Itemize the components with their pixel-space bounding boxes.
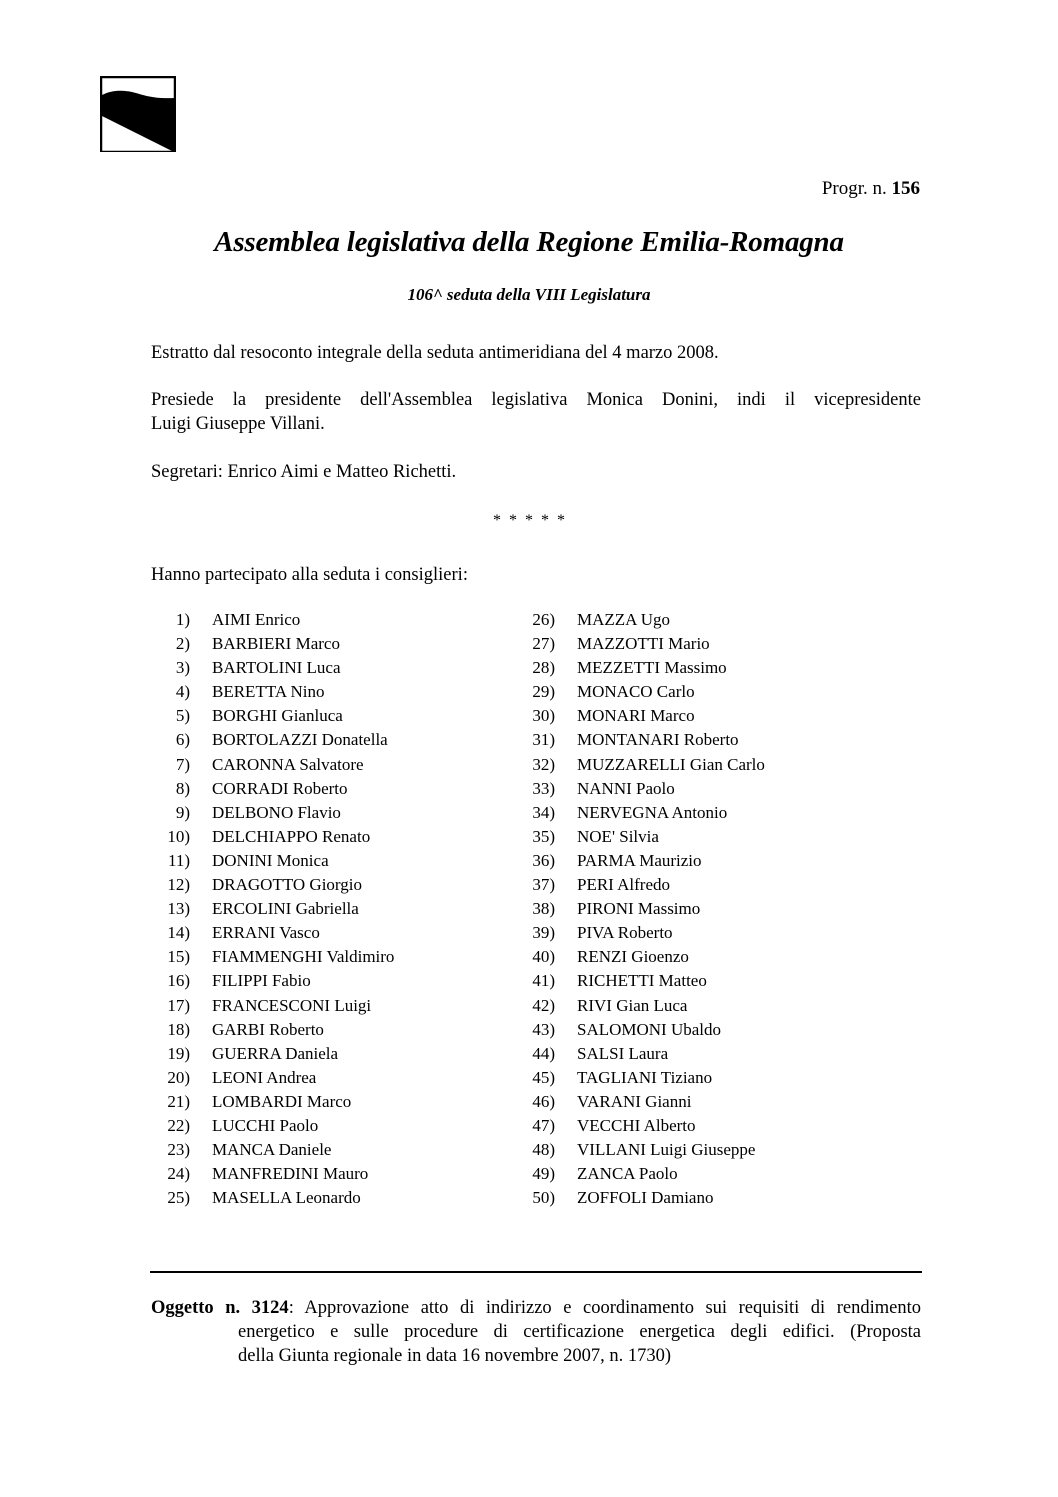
presiding-line-2: Luigi Giuseppe Villani. [151, 414, 325, 434]
participant-number: 44) [532, 1043, 555, 1063]
participant-row [515, 969, 765, 993]
participant-row [150, 1162, 394, 1186]
participant-number: 1) [175, 610, 190, 629]
participant-name: AIMI Enrico [212, 610, 301, 629]
participant-number: 20) [167, 1067, 190, 1087]
participant-number: 49) [532, 1164, 555, 1184]
participant-number: 6) [175, 730, 190, 750]
participant-name: MONACO Carlo [577, 682, 695, 702]
participant-name: GARBI Roberto [212, 1019, 324, 1039]
participant-number: 12) [167, 875, 190, 895]
participant-row [515, 873, 765, 897]
progr-label: Progr. n. [821, 178, 887, 199]
participant-number: 19) [167, 1043, 190, 1063]
participant-name: VILLANI Luigi Giuseppe [577, 1140, 756, 1160]
participant-name: ERRANI Vasco [212, 923, 320, 943]
participant-name: MASELLA Leonardo [212, 1188, 361, 1208]
progressive-number [822, 178, 920, 200]
participant-row [150, 704, 394, 728]
participant-name: PERI Alfredo [577, 875, 671, 895]
participant-number: 50) [532, 1188, 555, 1208]
participant-number: 22) [167, 1115, 190, 1135]
participant-name: GUERRA Daniela [212, 1043, 339, 1063]
participant-number: 15) [167, 947, 190, 967]
participant-name: PARMA Maurizio [577, 850, 702, 870]
participant-number: 7) [175, 754, 190, 774]
participant-name: MONARI Marco [577, 706, 695, 726]
participant-row [150, 1114, 394, 1138]
participant-number: 16) [167, 971, 190, 991]
participant-number: 3) [175, 658, 190, 678]
participant-row [515, 825, 765, 849]
participant-row [150, 753, 394, 777]
presiding-paragraph [151, 388, 921, 436]
participant-row [515, 1114, 765, 1138]
participant-row [515, 777, 765, 801]
participant-number: 28) [532, 658, 555, 678]
participant-number: 2) [175, 634, 190, 654]
participants-heading: Hanno partecipato alla seduta i consiglieri: [151, 565, 468, 585]
participant-name: RENZI Gioenzo [577, 947, 689, 967]
participant-row [150, 632, 394, 656]
participant-name: BORTOLAZZI Donatella [212, 730, 388, 750]
participant-number: 13) [167, 899, 190, 919]
participant-name: NANNI Paolo [577, 778, 675, 798]
participant-row [150, 1090, 394, 1114]
participant-name: FILIPPI Fabio [212, 971, 311, 991]
section-separator: * * * * * [493, 512, 565, 529]
participants-list-right [515, 608, 765, 1210]
participant-name: BARBIERI Marco [212, 634, 340, 654]
participant-name: MAZZOTTI Mario [577, 634, 710, 654]
presiding-line-1: Presiede la presidente dell'Assemblea legislativa Monica Donini, indi il vicepresidente [151, 390, 921, 410]
participant-number: 27) [532, 634, 555, 654]
participant-row [515, 632, 765, 656]
participant-number: 8) [175, 778, 190, 798]
participant-row [150, 897, 394, 921]
participant-name: SALSI Laura [577, 1043, 669, 1063]
participant-row [515, 801, 765, 825]
participant-number: 5) [175, 706, 190, 726]
participant-row [515, 753, 765, 777]
participant-name: MONTANARI Roberto [577, 730, 739, 750]
subject-continuation [238, 1320, 921, 1368]
participant-name: BERETTA Nino [212, 682, 325, 702]
participant-row [150, 656, 394, 680]
subject-label: Oggetto n. 3124 [151, 1298, 289, 1318]
participant-row [515, 728, 765, 752]
participant-name: DRAGOTTO Giorgio [212, 875, 363, 895]
participant-row [515, 1066, 765, 1090]
participant-name: PIVA Roberto [577, 923, 673, 943]
participant-name: NERVEGNA Antonio [577, 802, 728, 822]
participant-name: TAGLIANI Tiziano [577, 1067, 713, 1087]
participant-name: NOE' Silvia [577, 826, 659, 846]
participant-name: FRANCESCONI Luigi [212, 995, 372, 1015]
participant-row [150, 1018, 394, 1042]
participant-name: ERCOLINI Gabriella [212, 899, 359, 919]
participant-number: 47) [532, 1115, 555, 1135]
participant-row [150, 1066, 394, 1090]
participant-number: 32) [532, 754, 555, 774]
participant-number: 31) [532, 730, 555, 750]
participant-number: 48) [532, 1140, 555, 1160]
participant-number: 43) [532, 1019, 555, 1039]
participant-name: RIVI Gian Luca [577, 995, 688, 1015]
subject-line-2: energetico e sulle procedure di certificazione energetica degli edifici. (Proposta [238, 1322, 921, 1342]
participant-row [515, 1090, 765, 1114]
participant-number: 45) [532, 1067, 555, 1087]
subject-line-1 [151, 1296, 921, 1320]
participant-number: 30) [532, 706, 555, 726]
participant-row [150, 1042, 394, 1066]
participant-name: BARTOLINI Luca [212, 658, 341, 678]
participant-number: 36) [532, 850, 555, 870]
participant-number: 25) [167, 1188, 190, 1208]
participant-number: 35) [532, 826, 555, 846]
participant-name: MANFREDINI Mauro [212, 1164, 369, 1184]
participant-name: VECCHI Alberto [577, 1115, 696, 1135]
participant-name: BORGHI Gianluca [212, 706, 343, 726]
extract-paragraph: Estratto dal resoconto integrale della seduta antimeridiana del 4 marzo 2008. [151, 343, 719, 363]
participant-name: VARANI Gianni [577, 1091, 692, 1111]
participant-name: LOMBARDI Marco [212, 1091, 352, 1111]
participant-row [515, 680, 765, 704]
participant-name: MEZZETTI Massimo [577, 658, 727, 678]
participant-row [515, 945, 765, 969]
participant-number: 41) [532, 971, 555, 991]
participant-row [150, 921, 394, 945]
participant-name: LUCCHI Paolo [212, 1115, 319, 1135]
region-logo-icon [100, 76, 176, 152]
participant-number: 33) [532, 778, 555, 798]
session-subtitle: 106^ seduta della VIII Legislatura [407, 285, 651, 304]
progr-number: 156 [891, 178, 920, 199]
participant-number: 24) [167, 1164, 190, 1184]
participant-number: 38) [532, 899, 555, 919]
participant-row [150, 608, 394, 632]
participant-number: 18) [167, 1019, 190, 1039]
participant-row [515, 921, 765, 945]
participant-row [150, 801, 394, 825]
participant-row [150, 1138, 394, 1162]
participant-number: 46) [532, 1091, 555, 1111]
subject-block [151, 1296, 921, 1368]
participant-row [515, 1042, 765, 1066]
participant-name: RICHETTI Matteo [577, 971, 707, 991]
participant-name: LEONI Andrea [212, 1067, 317, 1087]
participant-number: 29) [532, 682, 555, 702]
participant-row [515, 608, 765, 632]
participants-list-left [150, 608, 394, 1210]
participant-row [515, 1162, 765, 1186]
horizontal-rule [150, 1271, 922, 1273]
participant-name: MUZZARELLI Gian Carlo [577, 754, 765, 774]
participant-row [150, 945, 394, 969]
participant-row [150, 825, 394, 849]
participant-name: ZANCA Paolo [577, 1164, 678, 1184]
participant-row [515, 994, 765, 1018]
participant-name: PIRONI Massimo [577, 899, 701, 919]
participant-number: 9) [175, 802, 190, 822]
participant-row [515, 656, 765, 680]
participant-name: MANCA Daniele [212, 1140, 332, 1160]
participant-number: 17) [167, 995, 190, 1015]
participant-name: CORRADI Roberto [212, 778, 348, 798]
participant-row [150, 680, 394, 704]
participant-row [515, 1138, 765, 1162]
participant-row [515, 1186, 765, 1210]
participant-name: DELBONO Flavio [212, 802, 341, 822]
participant-row [515, 897, 765, 921]
participant-row [515, 1018, 765, 1042]
participant-name: CARONNA Salvatore [212, 754, 364, 774]
participant-number: 4) [175, 682, 190, 702]
participant-number: 42) [532, 995, 555, 1015]
participant-number: 40) [532, 947, 555, 967]
participant-name: DONINI Monica [212, 850, 329, 870]
participant-number: 37) [532, 875, 555, 895]
participant-name: SALOMONI Ubaldo [577, 1019, 722, 1039]
participant-row [150, 873, 394, 897]
participant-number: 26) [532, 610, 555, 629]
participant-row [150, 777, 394, 801]
participant-row [150, 969, 394, 993]
participant-row [150, 728, 394, 752]
participant-number: 39) [532, 923, 555, 943]
participant-number: 34) [532, 802, 555, 822]
participant-name: DELCHIAPPO Renato [212, 826, 371, 846]
participant-row [515, 849, 765, 873]
participant-name: MAZZA Ugo [577, 610, 671, 629]
participant-number: 14) [167, 923, 190, 943]
participant-row [150, 1186, 394, 1210]
participant-name: FIAMMENGHI Valdimiro [212, 947, 395, 967]
participant-row [150, 849, 394, 873]
page-title: Assemblea legislativa della Regione Emilia-Romagna [214, 226, 844, 258]
secretaries-paragraph: Segretari: Enrico Aimi e Matteo Richetti. [151, 462, 457, 482]
participant-name: ZOFFOLI Damiano [577, 1188, 714, 1208]
participant-row [515, 704, 765, 728]
participant-number: 10) [167, 826, 190, 846]
participant-number: 23) [167, 1140, 190, 1160]
subject-text-1: : Approvazione atto di indirizzo e coordinamento sui requisiti di rendimento [288, 1298, 921, 1318]
subject-line-3: della Giunta regionale in data 16 novembre 2007, n. 1730) [238, 1346, 672, 1366]
participant-number: 11) [167, 850, 190, 870]
participant-row [150, 994, 394, 1018]
participant-number: 21) [167, 1091, 190, 1111]
